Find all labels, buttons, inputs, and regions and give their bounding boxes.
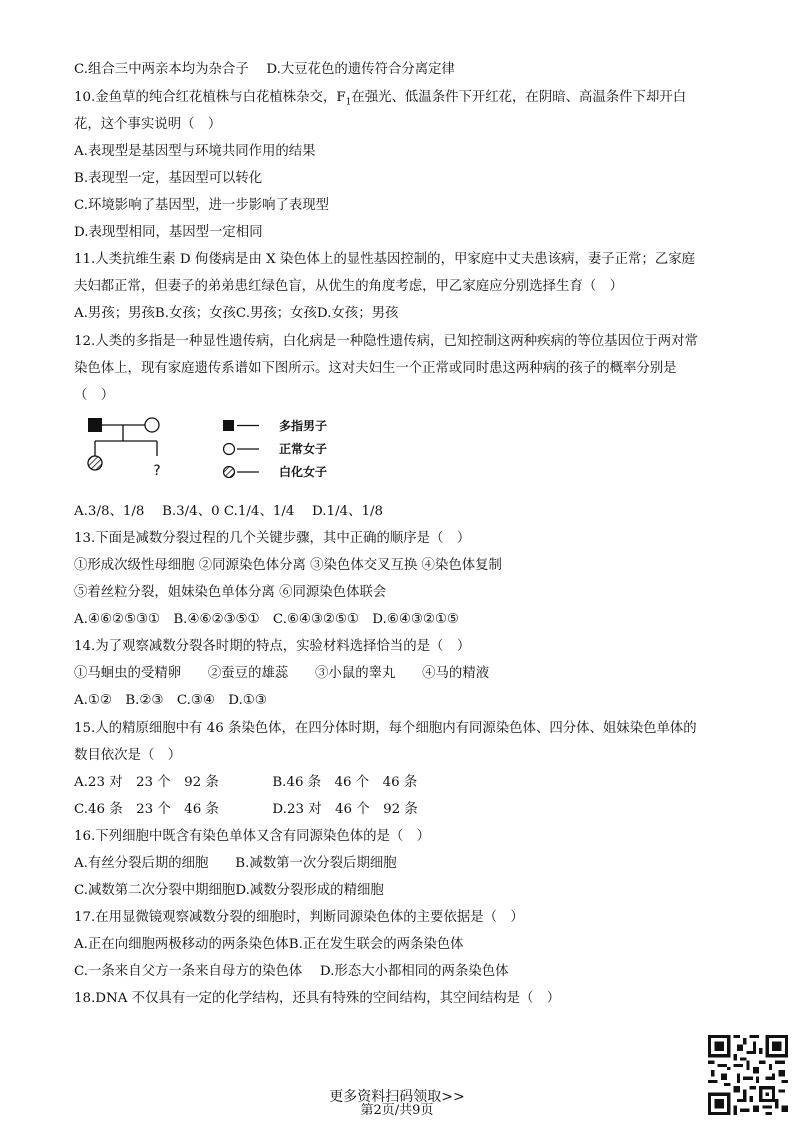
daughter-albino-female-symbol [88,456,102,470]
text-line: ①马蛔虫的受精卵 ②蚕豆的雄蕊 ③小鼠的睾丸 ④马的精液 [74,666,490,681]
text-line: 13.下面是减数分裂过程的几个关键步骤，其中正确的顺序是（ ） [74,531,471,546]
father-affected-male-symbol [88,418,102,432]
text-line: A.23 对 23 个 92 条 B.46 条 46 个 46 条 [74,775,418,790]
text-line: 10.金鱼草的纯合红花植株与白花植株杂交，$F_1$在强光、低温条件下开红花，在阴暗、高温条件下却开白 [74,90,687,108]
text-line: 染色体上，现有家庭遗传系谱如下图所示。这对夫妇生一个正常或同时患这两种病的孩子的概率分别是 [74,361,677,376]
footer-scan-prompt[interactable]: 更多资料扫码领取>> [329,1089,465,1105]
text-line: A.3/8、1/8 B.3/4、0 C.1/4、1/4 D.1/4、1/8 [74,504,384,519]
text-line: C.环境影响了基因型，进一步影响了表现型 [74,198,330,213]
text-line: 14.为了观察减数分裂各时期的特点，实验材料选择恰当的是（ ） [74,639,471,654]
text-line: C.一条来自父方一条来自母方的染色体 D.形态大小都相同的两条染色体 [74,964,509,979]
text-line: 16.下列细胞中既含有染色单体又含有同源染色体的是（ ） [74,829,431,844]
text-line: A.表现型是基因型与环境共同作用的结果 [74,144,316,159]
text-line: 数目依次是（ ） [74,748,182,763]
legend-label: 多指男子 [279,419,328,433]
text-line: ⑤着丝粒分裂，姐妹染色单体分离 ⑥同源染色体联会 [74,585,387,600]
mother-normal-female-symbol [145,418,159,432]
legend-label: 正常女子 [279,442,328,456]
text-line: 12.人类的多指是一种显性遗传病，白化病是一种隐性遗传病，已知控制这两种疾病的等位基因位于两对常 [74,334,698,349]
text-line: A.正在向细胞两极移动的两条染色体B.正在发生联会的两条染色体 [74,937,464,952]
text-line: （ ） [74,388,115,403]
legend-normal-female-symbol [224,444,235,455]
text-line: C.减数第二次分裂中期细胞D.减数分裂形成的精细胞 [74,883,384,898]
text-line: D.表现型相同，基因型一定相同 [74,225,263,240]
page-number: 第2页/共9页 [360,1103,434,1118]
legend-albino-female-symbol [224,467,235,478]
text-line: 夫妇都正常，但妻子的弟弟患红绿色盲，从优生的角度考虑，甲乙家庭应分别选择生育（ ） [74,279,624,294]
text-line: 18.DNA 不仅具有一定的化学结构，还具有特殊的空间结构，其空间结构是（ ） [74,991,561,1006]
text-line: A.④⑥②⑤③① B.④⑥②③⑤① C.⑥④③②⑤① D.⑥④③②①⑤ [74,612,459,627]
text-line: A.①② B.②③ C.③④ D.①③ [74,693,267,708]
text-line: 11.人类抗维生素 D 佝偻病是由 X 染色体上的显性基因控制的，甲家庭中丈夫患该病，妻子正常；乙家庭 [74,252,695,267]
text-line: C.46 条 23 个 46 条 D.23 对 46 个 92 条 [74,802,418,817]
text-line: ①形成次级性母细胞 ②同源染色体分离 ③染色体交叉互换 ④染色体复制 [74,558,502,573]
text-line: A.男孩；男孩B.女孩；女孩C.男孩；女孩D.女孩；男孩 [74,306,399,321]
text-line: A.有丝分裂后期的细胞 B.减数第一次分裂后期细胞 [74,856,397,871]
text-line: 15.人的精原细胞中有 46 条染色体，在四分体时期，每个细胞内有同源染色体、四分体、姐妹染色单体的 [74,721,697,736]
text-line: 花，这个事实说明（ ） [74,117,222,132]
pedigree-diagram [74,412,364,488]
text-line: 17.在用显微镜观察减数分裂的细胞时，判断同源染色体的主要依据是（ ） [74,910,524,925]
text-line: B.表现型一定，基因型可以转化 [74,171,263,186]
unknown-child-mark: ? [153,463,161,479]
legend-affected-male-symbol [223,420,234,431]
legend-label: 白化女子 [279,465,328,479]
text-line: C.组合三中两亲本均为杂合子 D.大豆花色的遗传符合分离定律 [74,62,455,77]
